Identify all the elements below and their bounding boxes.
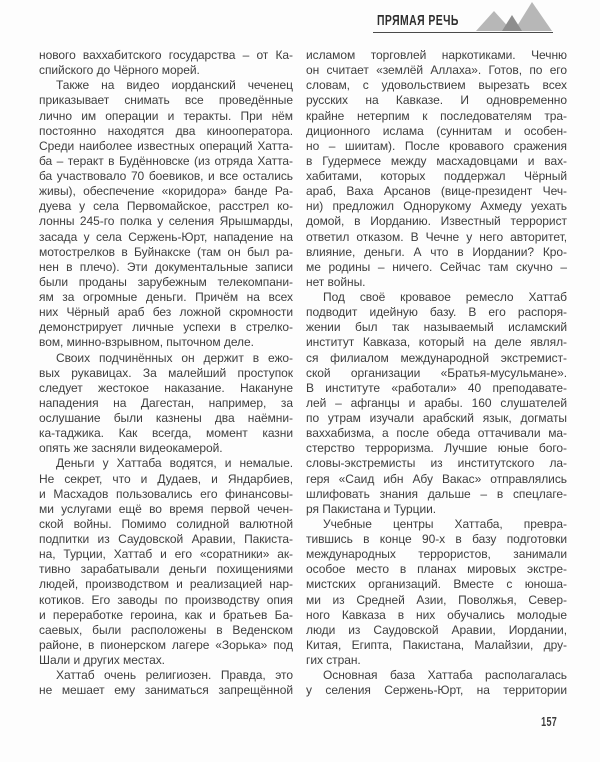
running-head-title: ПРЯМАЯ РЕЧЬ — [377, 12, 459, 29]
text-line: Китая, Египта, Пакистана, Малайзии, дру- — [306, 637, 567, 652]
text-body — [39, 48, 567, 698]
text-line: Учебные центры Хаттаба, превра- — [323, 516, 567, 531]
text-line: ба участвовало 70 боевиков, и все остались — [39, 169, 293, 183]
text-line: подводит идейную базу. В его распоря- — [306, 305, 567, 320]
paragraph — [39, 668, 293, 698]
text-line: лей – афганцы и арабы. 160 слушателей — [306, 395, 567, 410]
paragraph — [39, 78, 293, 350]
text-line: были проданы зарубежным телекомпани- — [39, 274, 293, 289]
text-line: крайне нетерпим к последователям тра- — [306, 108, 567, 123]
text-line: ся филиалом международной экстремист- — [306, 350, 567, 365]
text-line: институт Кавказа, который на деле являл- — [306, 335, 567, 350]
header-rule — [373, 32, 553, 34]
text-line: нет войны. — [306, 274, 366, 289]
text-line: ми из Средней Азии, Поволжья, Север- — [306, 592, 567, 607]
text-line: вых рукавицах. За малейший проступок — [39, 365, 293, 380]
text-line: Своих подчинённых он держит в ежо- — [56, 350, 293, 365]
text-line: стерство терроризма. Лучшие юные бого- — [306, 441, 567, 456]
text-line: в Гудермесе между масхадовцами и вах- — [306, 153, 567, 168]
text-line: нен в плечо). Эти документальные записи — [39, 259, 293, 274]
text-line: по утрам изучали арабский язык, догматы — [306, 411, 567, 425]
text-line: ного Кавказа в них обучались молодые — [306, 607, 567, 622]
text-line: Шали и других местах. — [39, 653, 165, 667]
text-line: нападения на Дагестан, например, за — [39, 395, 293, 410]
text-line: Под своё кровавое ремесло Хаттаб — [323, 290, 567, 304]
text-line: влияние, деньги. А что в Иордании? Кро- — [306, 244, 567, 259]
text-column-left — [39, 48, 293, 698]
text-line: словам, с удовольствием вырезать всех — [306, 78, 567, 93]
text-line: приказывает снимать все проведённые — [39, 93, 293, 108]
text-line: мотострелков в Буйнакске (там он был ра- — [39, 244, 293, 259]
text-line: араб, Ваха Арсанов (вице-президент Чеч- — [306, 184, 567, 199]
running-header — [373, 0, 553, 33]
text-line: нового ваххабитского государства – от Ка- — [39, 48, 293, 62]
text-line: гих стран. — [306, 653, 361, 667]
paragraph — [39, 351, 293, 457]
text-line: и переработке героина, как и братьев Ба- — [39, 607, 293, 622]
text-line: ваххабизма, а после обеда оттачивали ма- — [306, 426, 567, 441]
text-line: саевых, были расположены в Веденском — [39, 622, 293, 637]
paragraph — [306, 48, 567, 290]
text-line: особое место в планах мировых экстре- — [306, 562, 567, 577]
paragraph — [39, 456, 293, 668]
text-line: тивно зарабатывали деньги похищениями — [39, 562, 293, 577]
text-line: вом, минно-взрывном, пыточном деле. — [39, 335, 254, 350]
text-line: ря Пакистана и Турции. — [306, 501, 437, 516]
text-line: живы), обеспечение «коридора» банде Ра- — [39, 184, 293, 199]
mountains-icon — [476, 1, 553, 32]
text-line: тившись в конце 90-х в базу подготовки — [306, 532, 567, 546]
text-line: и Масхадов пользовались его финансовы- — [39, 486, 293, 501]
paragraph — [306, 517, 567, 668]
text-line: Также на видео иорданский чеченец — [56, 78, 293, 93]
page-number: 157 — [541, 715, 557, 729]
text-line: исламом торговлей наркотиками. Чечню — [306, 48, 567, 62]
text-line: не мешает ему заниматься запрещённой — [39, 683, 293, 698]
text-line: ба – теракт в Будённовске (из отряда Хатта- — [39, 153, 293, 168]
text-line: Основная база Хаттаба располагалась — [323, 668, 567, 683]
text-line: русских на Кавказе. И одновременно — [306, 93, 567, 108]
text-line: районе, в пионерском лагере «Зорька» под — [39, 637, 293, 652]
text-line: ской организации «Братья-мусульмане». — [306, 365, 567, 380]
text-line: ям за огромные деньги. Причём на всех — [39, 290, 293, 304]
text-line: следует жестокое наказание. Накануне — [39, 380, 293, 395]
text-line: засада у села Сержень-Юрт, нападение на — [39, 229, 293, 244]
text-line: демонстрирует личные успехи в стрелко- — [39, 320, 293, 335]
text-line: люди из Саудовской Аравии, Иордании, — [306, 622, 567, 637]
text-line: Деньги у Хаттаба водятся, и немалые. — [56, 456, 293, 471]
text-line: международных террористов, занимали — [306, 547, 567, 562]
text-column-right — [306, 48, 567, 698]
text-line: Среди наиболее известных операций Хатта- — [39, 138, 293, 153]
text-line: у селения Сержень-Юрт, на территории — [306, 683, 567, 698]
paragraph — [39, 48, 293, 78]
text-line: постоянно находятся два кинооператора. — [39, 123, 293, 138]
text-line: ми услугами ещё во время первой чечен- — [39, 501, 293, 516]
text-line: опять же засняли видеокамерой. — [39, 441, 223, 456]
text-line: лично им операции и теракты. При нём — [39, 108, 293, 123]
text-line: подпитки из Саудовской Аравии, Пакиста- — [39, 532, 293, 546]
text-line: котиков. Его заводы по производству опия — [39, 592, 293, 607]
text-line: В институте «работали» 40 преподавате- — [306, 380, 567, 395]
text-line: ни) предложил Однорукому Ахмеду уехать — [306, 199, 567, 214]
text-line: шлифовать знания дальше – в спецлаге- — [306, 486, 567, 501]
text-line: ка-таджика. Как всегда, момент казни — [39, 426, 293, 441]
text-line: людей, производством и реализацией нар- — [39, 577, 293, 592]
paragraph — [306, 668, 567, 698]
text-line: ответил отказом. В Чечне у него авторитет, — [306, 229, 567, 244]
paragraph — [306, 290, 567, 517]
text-line: дуева у села Первомайское, расстрел ко- — [39, 199, 293, 214]
text-line: ме родины – ничего. Сейчас там скучно – — [306, 259, 567, 274]
text-line: спийского до Чёрного морей. — [39, 63, 200, 78]
text-line: он считает «землёй Аллаха». Готов, по его — [306, 63, 567, 78]
text-line: жении был так называемый исламский — [306, 320, 567, 335]
text-line: них Чёрный араб без ложной скромности — [39, 305, 293, 320]
text-line: лонны 245-го полка у селения Ярышмарды, — [39, 214, 293, 229]
text-line: ослушание были казнены два наёмни- — [39, 411, 293, 425]
text-line: на, Турции, Хаттаб и его «соратники» ак- — [39, 547, 293, 562]
text-line: словы-экстремисты из институтского ла- — [306, 456, 567, 471]
text-line: мистских организаций. Вместе с юноша- — [306, 577, 567, 592]
text-line: диционного ислама (суннитам и особен- — [306, 123, 567, 138]
text-line: но – шиитам). После кровавого сражения — [306, 138, 567, 153]
text-line: домой, в Иорданию. Известный террорист — [306, 214, 567, 229]
text-line: хабитами, которых поддержал Чёрный — [306, 169, 567, 183]
text-line: Не секрет, что и Дудаев, и Яндарбиев, — [39, 471, 293, 486]
text-line: ской войны. Помимо солидной валютной — [39, 516, 293, 531]
text-line: геря «Саид ибн Абу Вакас» отправлялись — [306, 471, 567, 486]
text-line: Хаттаб очень религиозен. Правда, это — [56, 668, 293, 683]
